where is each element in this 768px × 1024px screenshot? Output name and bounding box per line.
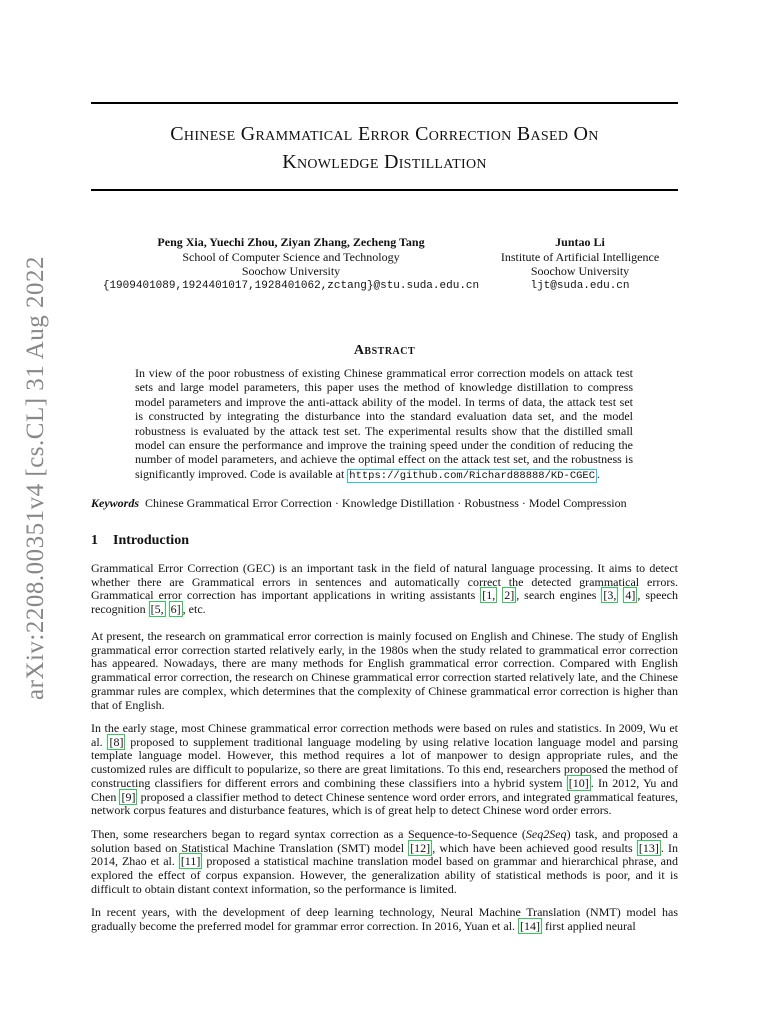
paragraph-text: , speech recognition bbox=[91, 588, 679, 617]
paragraph-text: In recent years, with the development of deep learning technology, Neural Machine Translation (NMT) model has gradually become the preferred model for grammar error correction. In 2016, Yuan et al. bbox=[91, 905, 678, 933]
title-line-1: Chinese Grammatical Error Correction Based On bbox=[170, 123, 599, 145]
citation-link[interactable]: [9] bbox=[121, 789, 136, 804]
author-department: Institute of Artificial Intelligence bbox=[500, 249, 660, 264]
citation-link[interactable]: [13] bbox=[638, 840, 659, 855]
keywords-line bbox=[91, 496, 711, 511]
keywords-text: Chinese Grammatical Error Correction · Knowledge Distillation · Robustness · Model Compression bbox=[145, 496, 627, 510]
keywords-label: Keywords bbox=[91, 496, 139, 510]
paragraph-text: first applied neural bbox=[542, 918, 636, 933]
author-university: Soochow University bbox=[241, 264, 341, 278]
section-number: 1 bbox=[91, 533, 98, 548]
author-department: School of Computer Science and Technology bbox=[182, 249, 400, 264]
paragraph-text: proposed a classifier method to detect Chinese sentence word order errors, and integrated grammatical features, network corpus features and disturbance features, which is of great help to detect Chinese word order errors. bbox=[91, 789, 678, 818]
paragraph-2: At present, the research on grammatical error correction is mainly focused on English and Chinese. The study of English grammatical error correction started relatively early, in the 1980s when the study related to grammatical error correction has appeared. Nowadays, there are many methods for English grammatical error correction. Compared with English grammatical error correction, the research on Chinese grammatical error correction started relatively late, and the Chinese grammar rules are complex, which determines that the complexity of Chinese grammatical error correction is higher than that of English. bbox=[91, 629, 678, 712]
citation-link[interactable]: [5, bbox=[150, 602, 164, 617]
paragraph-text: Grammatical Error Correction (GEC) is an important task in the field of natural language processing. It aims to detect whether there are Grammatical errors in sentences and automatically correct the detected grammatical errors. Grammatical error correction has important applications in writing assistants bbox=[91, 561, 678, 603]
paragraph-text: . In 2012, Yu and Chen bbox=[91, 775, 678, 804]
arxiv-identifier: arXiv:2208.00351v4 [cs.CL] 31 Aug 2022 bbox=[22, 256, 49, 700]
abstract-body bbox=[135, 366, 633, 483]
author-block-left bbox=[91, 235, 491, 293]
paragraph-text: , etc. bbox=[182, 602, 206, 617]
abstract-text: In view of the poor robustness of existing Chinese grammatical error correction models on attack test sets and large model parameters, this paper uses the method of knowledge distillation to compress model parameters and improve the anti-attack ability of the model. In terms of data, the attack test set is constructed by integrating the disturbance into the standard evaluation data set, and the model robustness is evaluated by the attack test set. The experimental results show that the distilled small model can ensure the performance and improve the training speed under the condition of reducing the number of model parameters, and achieve the optimal effect on the attack test set, and the robustness is significantly improved. Code is available at bbox=[135, 366, 633, 481]
emphasis-text: Seq2Seq bbox=[525, 827, 567, 841]
citation-link[interactable]: 4] bbox=[625, 588, 636, 603]
author-email: {1909401089,1924401017,1928401062,zctang}@stu.suda.edu.cn bbox=[102, 279, 480, 292]
citation-link[interactable]: [12] bbox=[410, 840, 431, 855]
author-university: Soochow University bbox=[530, 264, 630, 278]
abstract-heading: Abstract bbox=[353, 343, 416, 358]
paragraph-text: proposed a statistical machine translation model based on grammar and hierarchical phrase, and explored the effect of corpus expansion. However, the generalization ability of statistical methods is poor, and it is difficult to obtain distant context information, so the performance is limited. bbox=[91, 854, 678, 896]
author-names: Juntao Li bbox=[555, 235, 605, 249]
citation-link[interactable]: 2] bbox=[504, 588, 515, 603]
paragraph-text: Then, some researchers began to regard syntax correction as a Sequence-to-Sequence ( bbox=[91, 827, 526, 841]
author-block-right bbox=[490, 235, 670, 293]
citation-link[interactable]: [14] bbox=[520, 918, 541, 933]
paragraph-text: In the early stage, most Chinese grammatical error correction methods were based on rules and statistics. In 2009, Wu et al. bbox=[91, 721, 678, 749]
citation-link[interactable]: [1, bbox=[482, 588, 496, 603]
paragraph-text: ) task, and proposed a solution based on Statistical Machine Translation (SMT) model bbox=[91, 827, 678, 855]
paragraph-1 bbox=[91, 562, 678, 617]
citation-link[interactable]: [8] bbox=[109, 734, 124, 749]
code-link[interactable]: https://github.com/Richard88888/KD-CGEC bbox=[349, 469, 596, 482]
paragraph-4 bbox=[91, 828, 678, 897]
author-email: ljt@suda.edu.cn bbox=[530, 279, 630, 292]
title-rule-bottom bbox=[91, 189, 678, 191]
citation-link[interactable]: [10] bbox=[568, 775, 589, 790]
paragraph-3 bbox=[91, 722, 678, 818]
section-title: Introduction bbox=[113, 533, 189, 548]
section-heading bbox=[91, 533, 189, 549]
citation-link[interactable]: [11] bbox=[180, 854, 201, 869]
paper-title bbox=[91, 120, 678, 176]
author-names: Peng Xia, Yuechi Zhou, Ziyan Zhang, Zecheng Tang bbox=[157, 235, 425, 249]
citation-link[interactable]: [3, bbox=[603, 588, 617, 603]
title-rule-top bbox=[91, 102, 678, 104]
paragraph-text: proposed to supplement traditional language modeling by using relative location language model and parsing template language model. However, this method requires a lot of manpower to design appropriate rules, and the customized rules are difficult to popularize, so there are great limitations. To this end, researchers proposed the method of constructing classifiers for different errors and combining these classifiers into a hybrid system bbox=[91, 734, 678, 790]
citation-link[interactable]: 6] bbox=[170, 602, 181, 617]
paragraph-text: , which have been achieved good results bbox=[432, 840, 637, 855]
abstract-end: . bbox=[597, 466, 601, 481]
paragraph-text: , search engines bbox=[516, 588, 602, 603]
paragraph-text: . In 2014, Zhao et al. bbox=[91, 840, 678, 869]
title-line-2: Knowledge Distillation bbox=[282, 151, 487, 173]
paragraph-5 bbox=[91, 906, 678, 933]
